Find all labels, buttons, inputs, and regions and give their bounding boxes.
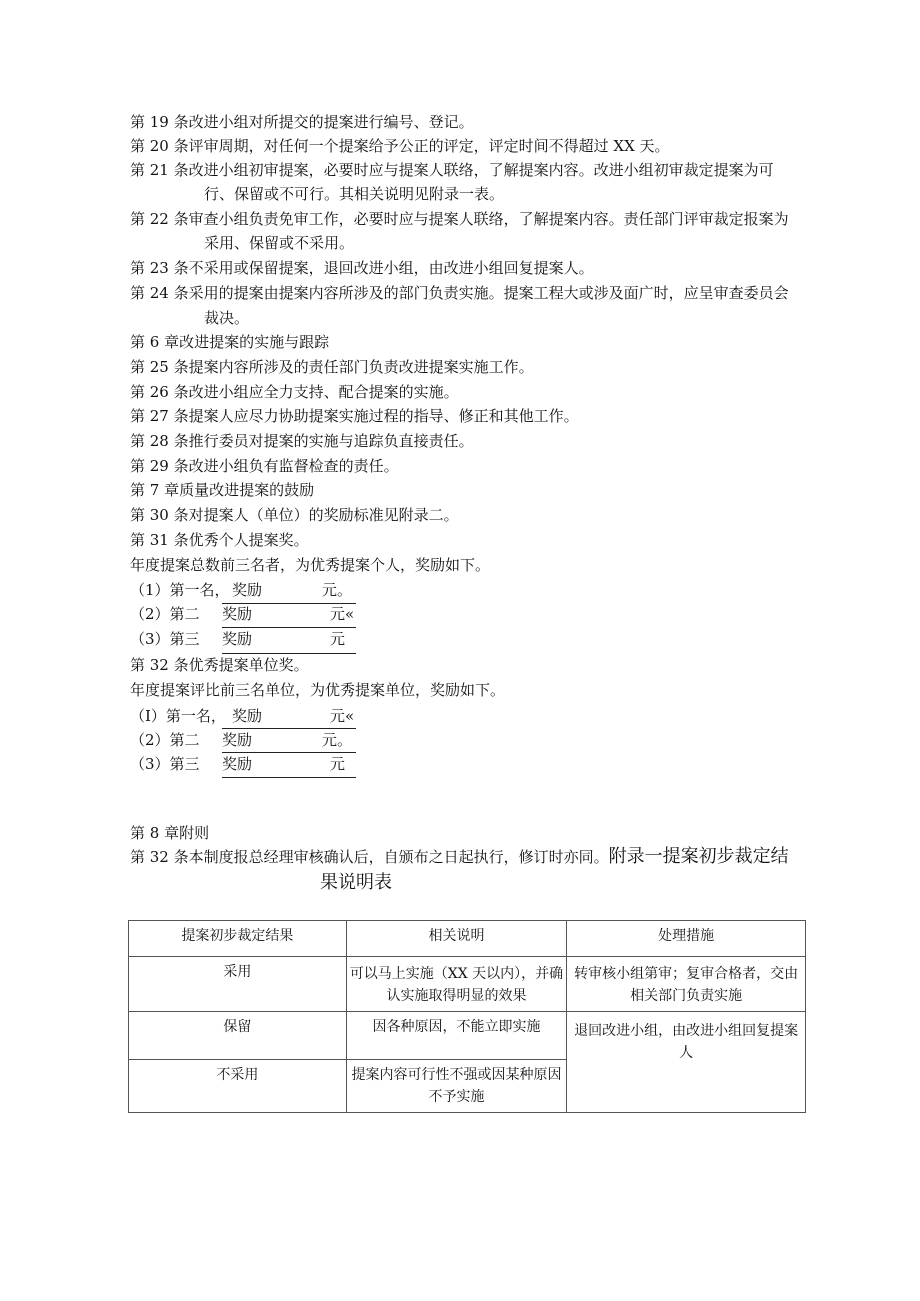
personal-award-intro: 年度提案总数前三名者，为优秀提案个人，奖励如下。: [130, 556, 491, 574]
article-28: 第 28 条推行委员对提案的实施与追踪负直接责任。: [130, 432, 474, 450]
award-blank-line: [222, 708, 356, 729]
award-blank-line: [222, 607, 356, 628]
article-24-cont: 裁决。: [204, 309, 250, 327]
result-cell: 保留: [129, 1012, 347, 1060]
article-29: 第 29 条改进小组负有监督检查的责任。: [130, 457, 399, 475]
article-30: 第 30 条对提案人（单位）的奖励标准见附录二。: [130, 506, 459, 524]
article-31: 第 31 条优秀个人提案奖。: [130, 531, 309, 549]
award-blank-line: [222, 583, 356, 604]
award-blank-line: [222, 757, 356, 778]
header-cell: 处理措施: [567, 921, 806, 957]
desc-cell: 因各种原因，不能立即实施: [346, 1012, 567, 1060]
result-cell: 不采用: [129, 1060, 347, 1113]
result-cell: 采用: [129, 957, 347, 1012]
appendix-table: [128, 920, 806, 1113]
article-20: 第 20 条评审周期，对任何一个提案给予公正的评定，评定时间不得超过 XX 天。: [130, 137, 670, 155]
article-27: 第 27 条提案人应尽力协助提案实施过程的指导、修正和其他工作。: [130, 407, 579, 425]
award-blank-line: [222, 633, 356, 654]
article-22-cont: 采用、保留或不采用。: [204, 234, 355, 252]
article-32-final: 第 32 条本制度报总经理审核确认后，自颁布之日起执行，修订时亦同。附录一提案初步裁定结: [130, 846, 789, 867]
appendix-title: 附录一提案初步裁定结: [608, 846, 789, 867]
header-cell: 相关说明: [346, 921, 567, 957]
article-23: 第 23 条不采用或保留提案，退回改进小组，由改进小组回复提案人。: [130, 259, 594, 277]
action-cell: 转审核小组第审；复审合格者，交由相关部门负责实施: [567, 957, 806, 1012]
article-21-cont: 行、保留或不可行。其相关说明见附录一表。: [204, 185, 505, 203]
article-22: 第 22 条审查小组负责免审工作，必要时应与提案人联络，了解提案内容。责任部门评审裁定报案为: [130, 210, 789, 228]
document-page: 第 19 条改进小组对所提交的提案进行编号、登记。 第 20 条评审周期，对任何一个提案给予公正的评定，评定时间不得超过 XX 天。 第 21 条改进小组初审提案，必要时应与提案人联络，了解提案内容。改进小组初审裁定提案为可 行、保留或不可行。其相关说明见附录一表。 第 22 条审查小组负责免审工作，必要时应与提案人联络，了解提案内容。责任部门评审裁定报案为 采用、保留或不采用。 第 23 条不采用或保留提案，退回改进小组，由改进小组回复提案人。 第 24 条采用的提案由提案内容所涉及的部门负责实施。提案工程大或涉及面广时，应呈审查委员会 裁决。 第 6 章改进提案的实施与跟踪 第 25 条提案内容所涉及的责任部门负责改进提案实施工作。 第 26 条改进小组应全力支持、配合提案的实施。 第 27 条提案人应尽力协助提案实施过程的指导、修正和其他工作。 第 28 条推行委员对提案的实施与追踪负直接责任。 第 29 条改进小组负有监督检查的责任。 第 7 章质量改进提案的鼓励 第 30 条对提案人（单位）的奖励标准见附录二。 第 31 条优秀个人提案奖。 年度提案总数前三名者，为优秀提案个人，奖励如下。 （1）第一名， 奖励 元。 （2）第二 奖励 元« （3）第三 奖励 元 第 32 条优秀提案单位奖。 年度提案评比前三名单位，为优秀提案单位，奖励如下。 （I）第一名， 奖励 元« （2）第二 奖励 元。 （3）第三 奖励 元 第 8 章附则 第 32 条本制度报总经理审核确认后，自颁布之日起执行，修订时亦同。附录一提案初步裁定结 果说明表 提案初步裁定结果 相关说明 处理措施 采用 可以马上实施（XX 天以内），并确认实施取得明显的效果 转审核小组第审；复审合格者，交由相关部门负责实施 保留 因各种原因，不能立即实施 退回改进小组，由改进小组回复提案人 不采用 提案内容可行性不强或因某种原因不予实施: [0, 0, 920, 1301]
table-header-row: [129, 921, 806, 957]
award-blank-line: [222, 732, 356, 753]
chapter-6-heading: 第 6 章改进提案的实施与跟踪: [130, 333, 330, 351]
chapter-8-heading: 第 8 章附则: [130, 824, 210, 842]
article-21: 第 21 条改进小组初审提案，必要时应与提案人联络，了解提案内容。改进小组初审裁定提案为可: [130, 161, 774, 179]
desc-cell: 可以马上实施（XX 天以内），并确认实施取得明显的效果: [346, 957, 567, 1012]
article-24: 第 24 条采用的提案由提案内容所涉及的部门负责实施。提案工程大或涉及面广时，应呈审查委员会: [130, 284, 789, 302]
article-19: 第 19 条改进小组对所提交的提案进行编号、登记。: [130, 113, 474, 131]
article-32-unit: 第 32 条优秀提案单位奖。: [130, 656, 309, 674]
desc-cell: 提案内容可行性不强或因某种原因不予实施: [346, 1060, 567, 1113]
table-row: [129, 957, 806, 1012]
unit-award-intro: 年度提案评比前三名单位，为优秀提案单位，奖励如下。: [130, 681, 506, 699]
article-26: 第 26 条改进小组应全力支持、配合提案的实施。: [130, 383, 459, 401]
appendix-title-cont: 果说明表: [320, 872, 392, 893]
article-25: 第 25 条提案内容所涉及的责任部门负责改进提案实施工作。: [130, 358, 534, 376]
action-cell: 退回改进小组，由改进小组回复提案人: [567, 1012, 806, 1113]
table-row: [129, 1012, 806, 1060]
header-cell: 提案初步裁定结果: [129, 921, 347, 957]
chapter-7-heading: 第 7 章质量改进提案的鼓励: [130, 481, 315, 499]
